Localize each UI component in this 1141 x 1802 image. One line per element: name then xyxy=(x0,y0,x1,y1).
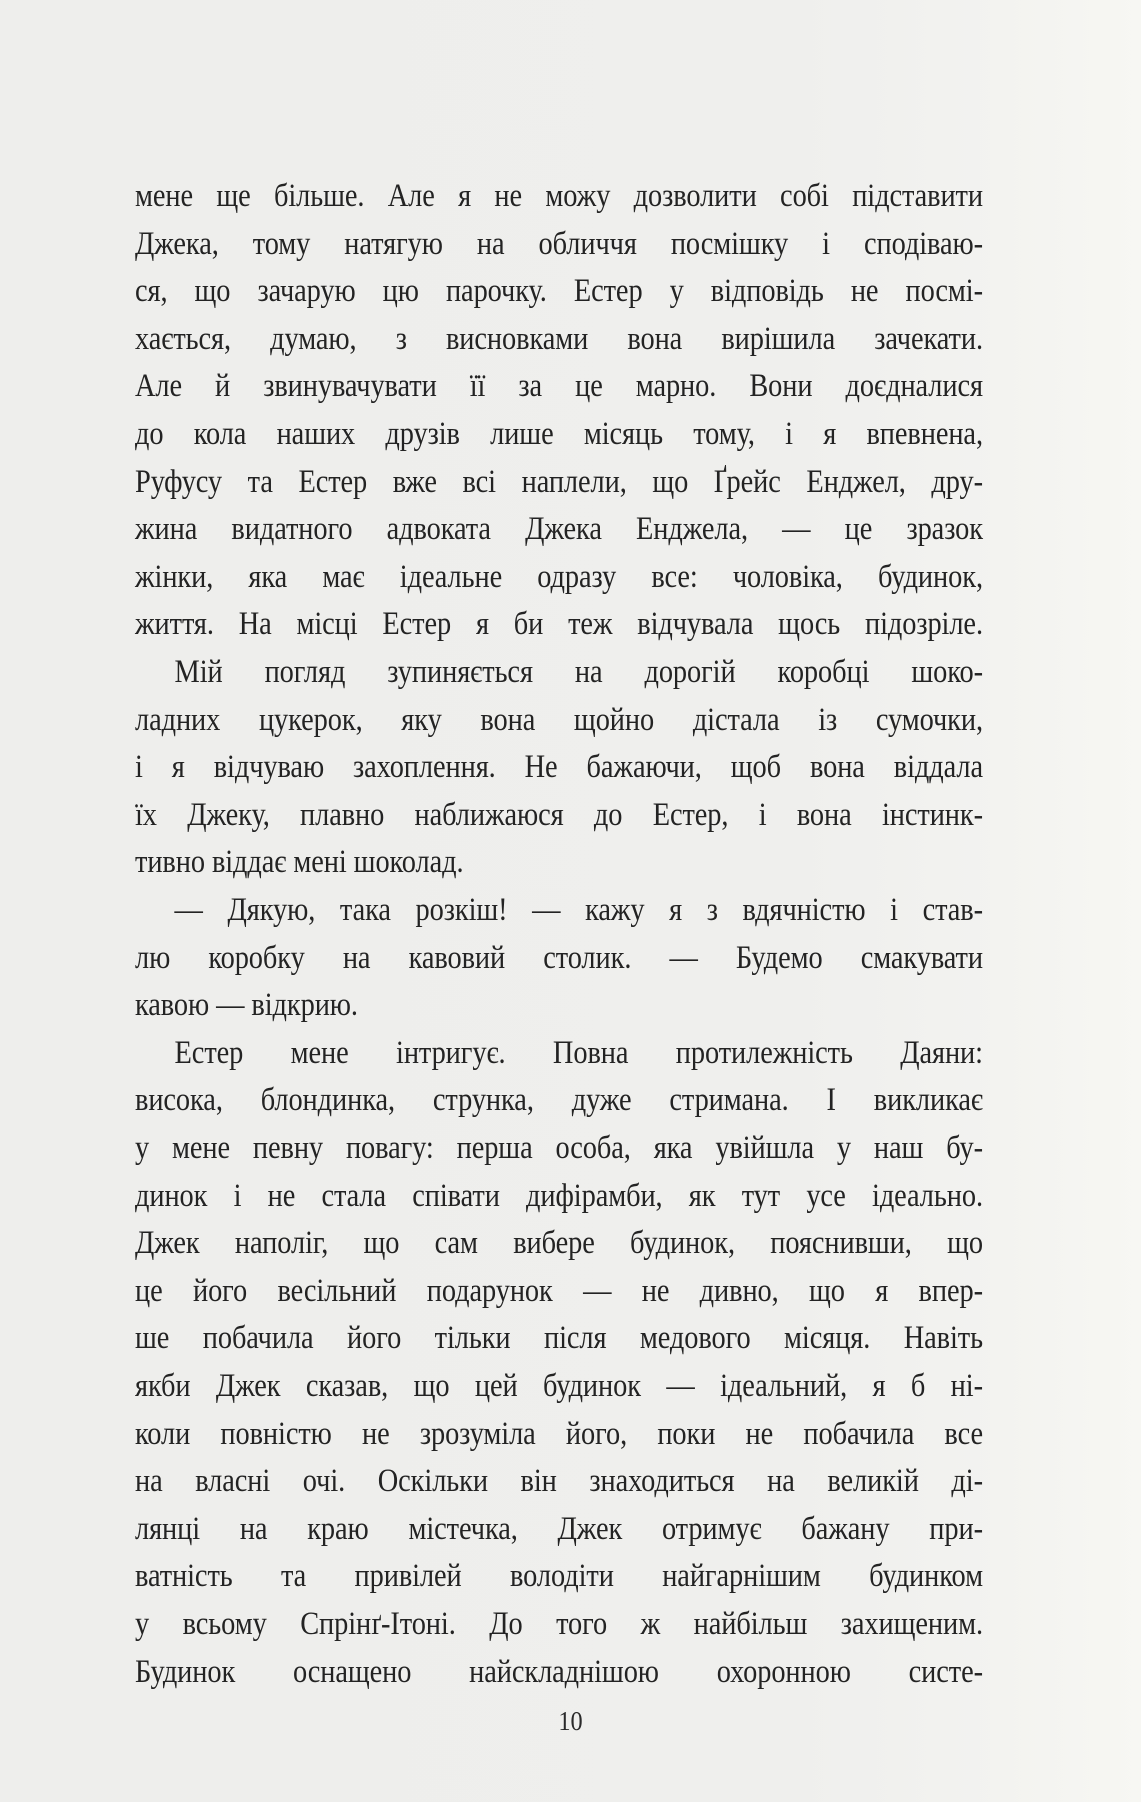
text-line: лянці на краю містечка, Джек отримує бажану при- xyxy=(135,1510,983,1547)
text-line: у мене певну повагу: перша особа, яка увійшла у наш бу- xyxy=(135,1130,983,1166)
text-line: мене ще більше. Але я не можу дозволити собі підставити xyxy=(135,178,983,214)
text-line: це його весільний подарунок — не дивно, що я впер- xyxy=(135,1272,983,1309)
text-line: жина видатного адвоката Джека Енджела, — це зразок xyxy=(135,511,983,548)
text-line: лю коробку на кавовий столик. — Будемо смакувати xyxy=(135,939,983,976)
text-line: Джека, тому натягую на обличчя посмішку і сподіваю- xyxy=(135,225,983,262)
text-line: висока, блондинка, струнка, дуже стримана. І викликає xyxy=(135,1082,983,1119)
text-line: у всьому Спрінґ-Ітоні. До того ж найбільш захищеним. xyxy=(135,1606,983,1642)
text-line: ватність та привілей володіти найгарнішим будинком xyxy=(135,1558,983,1595)
text-line: Джек наполіг, що сам вибере будинок, пояснивши, що xyxy=(135,1225,983,1262)
text-line: ся, що зачарую цю парочку. Естер у відповідь не посмі- xyxy=(135,273,983,310)
text-line: і я відчуваю захоплення. Не бажаючи, щоб вона віддала xyxy=(135,749,983,786)
text-line: їх Джеку, плавно наближаюся до Естер, і вона інстинк- xyxy=(135,796,983,833)
text-line: тивно віддає мені шоколад. xyxy=(135,844,464,881)
text-line: життя. На місці Естер я би теж відчувала щось підозріле. xyxy=(135,606,983,643)
text-line: коли повністю не зрозуміла його, поки не побачила все xyxy=(135,1415,983,1452)
text-line: Руфусу та Естер вже всі наплели, що Ґрейс Енджел, дру- xyxy=(135,463,983,500)
text-line: динок і не стала співати дифірамби, як тут усе ідеально. xyxy=(135,1177,983,1214)
text-line: хається, думаю, з висновками вона вирішила зачекати. xyxy=(135,320,983,357)
text-line: на власні очі. Оскільки він знаходиться на великій ді- xyxy=(135,1463,983,1500)
text-line: жінки, яка має ідеальне одразу все: чоловіка, будинок, xyxy=(135,558,983,595)
paragraph-first-line: Естер мене інтригує. Повна протилежність Даяни: xyxy=(174,1034,983,1071)
text-line: до кола наших друзів лише місяць тому, і я впевнена, xyxy=(135,416,983,452)
text-line: Але й звинувачувати її за це марно. Вони доєдналися xyxy=(135,368,983,405)
text-line: якби Джек сказав, що цей будинок — ідеальний, я б ні- xyxy=(135,1368,983,1404)
paragraph-first-line: Мій погляд зупиняється на дорогій коробці шоко- xyxy=(174,654,983,690)
text-line: ше побачила його тільки після медового місяця. Навіть xyxy=(135,1320,983,1357)
paragraph-first-line: — Дякую, така розкіш! — кажу я з вдячністю і став- xyxy=(174,892,983,928)
text-line: ладних цукерок, яку вона щойно дістала із сумочки, xyxy=(135,701,983,738)
text-line: кавою — відкрию. xyxy=(135,987,358,1024)
text-line: Будинок оснащено найскладнішою охоронною систе- xyxy=(135,1653,983,1690)
page-number: 10 xyxy=(558,1706,583,1736)
